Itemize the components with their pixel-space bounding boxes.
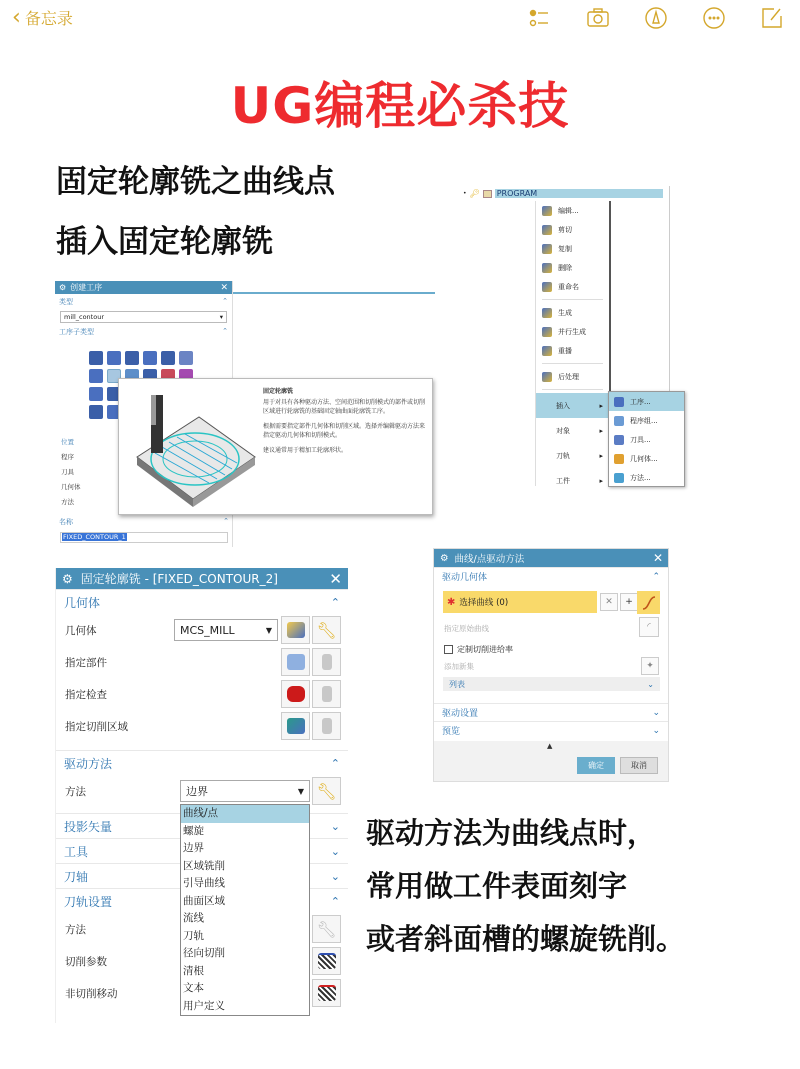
generate-icon <box>542 308 552 318</box>
menu-item-workpiece[interactable]: 工件 ▸ <box>556 476 603 485</box>
specify-start-curve-label: 指定原始曲线 <box>444 624 489 633</box>
menu-item-toolpath[interactable]: 刀轨 ▸ <box>556 451 603 460</box>
select-cut-area-button[interactable] <box>281 712 310 740</box>
operation-icon <box>614 397 624 407</box>
wrench-icon: 🔧︎ <box>316 919 337 939</box>
show-check-button[interactable] <box>312 680 341 708</box>
specify-cut-area-row: 指定切削区域 <box>56 710 348 742</box>
checkbox[interactable] <box>444 645 453 654</box>
key-icon: 🔑︎ <box>469 189 480 198</box>
flashlight-icon <box>322 654 332 670</box>
subtype-icon[interactable] <box>125 351 139 365</box>
select-curve-field[interactable]: ✱ 选择曲线 (0) <box>443 591 597 613</box>
submenu-item-tool[interactable]: 刀具... <box>609 430 684 449</box>
location-section: 位置 程序 刀具 几何体 方法 <box>61 438 81 506</box>
gear-icon: ⚙ <box>440 552 449 564</box>
edit-path-method-button[interactable] <box>312 915 341 943</box>
dialog-titlebar: ⚙ 曲线/点驱动方法 ✕ <box>434 549 668 567</box>
context-menu-screenshot <box>458 186 693 486</box>
cut-params-button[interactable] <box>312 947 341 975</box>
geometry-icon <box>614 454 624 464</box>
insert-submenu <box>608 391 685 487</box>
subtitle-2: 插入固定轮廓铣 <box>56 224 273 260</box>
required-star-icon: ✱ <box>447 596 456 608</box>
chevron-up-icon: ⌃ <box>222 327 228 335</box>
option-flowcut[interactable]: 清根 <box>183 964 204 977</box>
menu-item-generate[interactable]: 生成 <box>536 303 609 322</box>
curve-point-drive-dialog <box>433 548 669 782</box>
submenu-item-operation[interactable]: 工序... <box>609 392 684 411</box>
tool-icon <box>614 435 624 445</box>
close-icon[interactable]: ✕ <box>220 282 228 293</box>
non-cut-moves-icon <box>318 985 336 1001</box>
geometry-section-header[interactable]: 几何体 ⌃ <box>56 589 348 614</box>
edit-icon <box>542 206 552 216</box>
menu-item-parallel-generate[interactable]: 并行生成 <box>536 322 609 341</box>
non-cut-moves-row: 非切削移动 <box>56 977 348 1009</box>
drive-settings-section-header[interactable]: 驱动设置 ⌄ <box>434 703 668 721</box>
chevron-left-icon: ‹ <box>12 4 21 30</box>
tree-node-program[interactable]: • 🔑︎ PROGRAM <box>463 189 663 198</box>
cross-icon: ✕ <box>605 597 613 607</box>
camera-icon[interactable] <box>586 6 610 30</box>
wrench-icon: 🔧︎ <box>316 620 337 640</box>
subtype-icon[interactable] <box>89 369 103 383</box>
cut-params-row: 切削参数 <box>56 945 348 977</box>
back-button[interactable] <box>12 6 73 29</box>
dialog-titlebar: ⚙ 创建工序 ✕ <box>55 281 232 294</box>
option-boundary[interactable]: 边界 <box>183 842 204 854</box>
type-section-header[interactable]: 类型 ⌃ <box>59 297 228 306</box>
chevron-down-icon: ⌄ <box>652 725 660 736</box>
markup-pen-icon[interactable] <box>644 6 668 30</box>
chevron-up-icon: ⌃ <box>330 894 340 908</box>
delete-icon <box>542 263 552 273</box>
dialog-titlebar: ⚙ 固定轮廓铣 - [FIXED_CONTOUR_2] ✕ <box>56 568 348 589</box>
submenu-item-program-group[interactable]: 程序组... <box>609 411 684 430</box>
submenu-arrow-icon: ▸ <box>599 401 603 410</box>
drive-method-row: 方法 边界 ▼ 🔧︎ <box>56 775 348 807</box>
specify-part-row: 指定部件 <box>56 646 348 678</box>
menu-separator <box>542 363 603 364</box>
drive-method-section-header[interactable]: 驱动方法 ⌃ <box>56 750 348 775</box>
projection-vector-section-header[interactable]: 投影矢量 ⌄ <box>56 813 348 838</box>
operation-name-input[interactable]: FIXED_CONTOUR_1 <box>60 532 228 543</box>
menu-item-postprocess[interactable]: 后处理 <box>536 367 609 386</box>
chevron-up-icon: ⌃ <box>330 756 340 770</box>
cancel-button[interactable]: 取消 <box>620 757 658 774</box>
non-cut-moves-button[interactable] <box>312 979 341 1007</box>
cut-area-icon <box>287 718 305 734</box>
add-new-set-button[interactable] <box>641 657 659 675</box>
preview-section-header[interactable]: 预览 ⌄ <box>434 721 668 739</box>
type-select[interactable]: mill_contour ▾ <box>60 311 227 323</box>
menu-item-copy[interactable]: 复制 <box>536 239 609 258</box>
copy-icon <box>542 244 552 254</box>
check-geometry-icon <box>287 686 305 702</box>
subtype-icon[interactable] <box>89 405 103 419</box>
subtype-icon[interactable] <box>179 351 193 365</box>
sparkle-icon: ✦ <box>646 661 654 671</box>
close-icon[interactable]: ✕ <box>652 551 663 565</box>
menu-separator <box>542 299 603 300</box>
fixed-contour-illustration <box>127 387 257 511</box>
edit-drive-method-button[interactable] <box>312 777 341 805</box>
ok-button[interactable]: 确定 <box>577 757 615 774</box>
option-text[interactable]: 文本 <box>183 982 204 994</box>
notes-topbar <box>0 0 800 38</box>
chevron-down-icon: ⌄ <box>330 819 340 833</box>
replay-icon <box>542 346 552 356</box>
collapse-up-icon[interactable]: ▲ <box>547 742 553 750</box>
path-settings-section-header[interactable]: 刀轨设置 ⌃ <box>56 888 348 913</box>
subtype-icon[interactable] <box>161 351 175 365</box>
start-curve-button[interactable] <box>639 617 659 637</box>
back-label: 备忘录 <box>24 9 73 28</box>
flashlight-icon <box>322 718 332 734</box>
tool-section-header[interactable]: 工具 ⌄ <box>56 838 348 863</box>
add-point-button[interactable] <box>620 593 638 611</box>
menu-item-edit[interactable]: 编辑... <box>536 201 609 220</box>
option-surface-area[interactable]: 曲面区域 <box>183 894 225 907</box>
specify-check-row: 指定检查 <box>56 678 348 710</box>
select-check-button[interactable] <box>281 680 310 708</box>
chevron-up-icon: ⌃ <box>222 297 228 305</box>
geometry-row: 几何体 MCS_MILL ▼ 🔧︎ <box>56 614 348 646</box>
plus-icon: + <box>625 597 633 607</box>
drive-method-dropdown-list <box>180 804 310 1016</box>
dropdown-arrow-icon: ▼ <box>265 625 272 635</box>
show-part-button[interactable] <box>312 648 341 676</box>
submenu-arrow-icon: ▸ <box>599 476 603 485</box>
flashlight-icon <box>322 686 332 702</box>
create-operation-screenshot <box>55 281 435 547</box>
menu-item-rename[interactable]: 重命名 <box>536 277 609 296</box>
subtype-icon[interactable] <box>107 351 121 365</box>
fixed-contour-dialog <box>55 568 348 1023</box>
graphics-area-bar <box>233 281 435 294</box>
curve-selection-button[interactable] <box>637 591 660 614</box>
add-new-set-label: 添加新集 <box>444 662 474 671</box>
option-toolpath[interactable]: 刀轨 <box>183 929 204 942</box>
menu-item-cut[interactable]: 剪切 <box>536 220 609 239</box>
menu-item-delete[interactable]: 删除 <box>536 258 609 277</box>
fixed-contour-tooltip: 固定轮廓铣 用于对具有各种驱动方法、空间范围和切削模式的部件或切削区域进行轮廓铣的基础固定轴曲面轮廓铣工序。 根据需要指定部件几何体和切削区域。选择并编辑驱动方法来指定驱动几何体和切削模式。 建议通常用于精加工轮廓形状。 <box>118 378 433 515</box>
submenu-arrow-icon: ▸ <box>599 426 603 435</box>
option-streamline[interactable]: 流线 <box>183 912 204 924</box>
curve-icon <box>641 595 657 611</box>
option-user-defined[interactable]: 用户定义 <box>183 999 225 1012</box>
close-icon[interactable]: ✕ <box>329 569 342 588</box>
new-geometry-button[interactable] <box>281 616 310 644</box>
parallel-generate-icon <box>542 327 552 337</box>
menu-item-replay[interactable]: 重播 <box>536 341 609 360</box>
new-geometry-icon <box>287 622 305 638</box>
menu-separator <box>542 389 603 390</box>
submenu-arrow-icon: ▸ <box>599 451 603 460</box>
wrench-icon: 🔧︎ <box>316 781 337 801</box>
part-icon <box>287 654 305 670</box>
chevron-down-icon: ⌄ <box>647 679 654 689</box>
drive-geometry-section-header[interactable]: 驱动几何体 ⌃ <box>434 567 668 585</box>
subtype-icon[interactable] <box>143 351 157 365</box>
list-expander[interactable]: 列表 ⌄ <box>443 677 660 691</box>
chevron-down-icon: ⌄ <box>652 707 660 718</box>
tool-axis-section-header[interactable]: 刀轴 ⌄ <box>56 863 348 888</box>
geometry-select[interactable]: MCS_MILL ▼ <box>174 619 278 641</box>
compose-icon[interactable] <box>760 6 784 30</box>
custom-feed-checkbox[interactable]: 定制切削进给率 <box>444 644 513 655</box>
gear-icon: ⚙ <box>59 283 67 292</box>
show-cut-area-button[interactable] <box>312 712 341 740</box>
option-curve-point[interactable]: 曲线/点 <box>181 805 309 823</box>
submenu-item-geometry[interactable]: 几何体... <box>609 449 684 468</box>
option-spiral[interactable]: 螺旋 <box>183 824 204 837</box>
context-menu <box>535 201 611 486</box>
edit-geometry-button[interactable] <box>312 616 341 644</box>
chevron-down-icon: ⌄ <box>330 869 340 883</box>
method-icon <box>614 473 624 483</box>
program-group-icon <box>614 416 624 426</box>
submenu-item-method[interactable]: 方法... <box>609 468 684 487</box>
folder-icon <box>483 190 492 198</box>
chevron-up-icon: ⌃ <box>330 595 340 609</box>
page-title: UG编程必杀技 <box>230 77 570 135</box>
rename-icon <box>542 282 552 292</box>
option-area-milling[interactable]: 区域铣削 <box>183 859 225 872</box>
subtype-icon[interactable] <box>89 351 103 365</box>
cut-icon <box>542 225 552 235</box>
explanation-text: 驱动方法为曲线点时， 常用做工件表面刻字 或者斜面槽的螺旋铣削。 <box>366 816 686 956</box>
chevron-up-icon: ⌃ <box>652 571 660 582</box>
checklist-icon[interactable] <box>528 6 552 30</box>
postprocess-icon <box>542 372 552 382</box>
gear-icon: ⚙ <box>62 571 73 586</box>
chevron-up-icon: ⌃ <box>223 517 229 525</box>
subtype-section-header[interactable]: 工序子类型 ⌃ <box>59 327 228 336</box>
chevron-down-icon: ⌄ <box>330 844 340 858</box>
option-radial-cut[interactable]: 径向切削 <box>183 947 225 959</box>
select-part-button[interactable] <box>281 648 310 676</box>
drive-method-select[interactable]: 边界 ▼ <box>180 780 310 802</box>
subtitle-1: 固定轮廓铣之曲线点 <box>56 164 335 200</box>
option-guide-curve[interactable]: 引导曲线 <box>183 877 225 889</box>
subtype-icon[interactable] <box>89 387 103 401</box>
corner-curve-icon: ◜ <box>647 622 651 632</box>
menu-item-insert[interactable]: 插入 ▸ <box>536 393 609 418</box>
path-method-row: 方法 🔧︎ <box>56 913 348 945</box>
more-icon[interactable] <box>702 6 726 30</box>
name-section: 名称 ⌃ FIXED_CONTOUR_1 <box>59 517 229 541</box>
dropdown-arrow-icon: ▼ <box>297 786 304 796</box>
cut-params-icon <box>318 953 336 969</box>
dropdown-arrow-icon: ▾ <box>219 313 223 321</box>
deselect-button[interactable] <box>600 593 618 611</box>
menu-item-object[interactable]: 对象 ▸ <box>556 426 603 435</box>
